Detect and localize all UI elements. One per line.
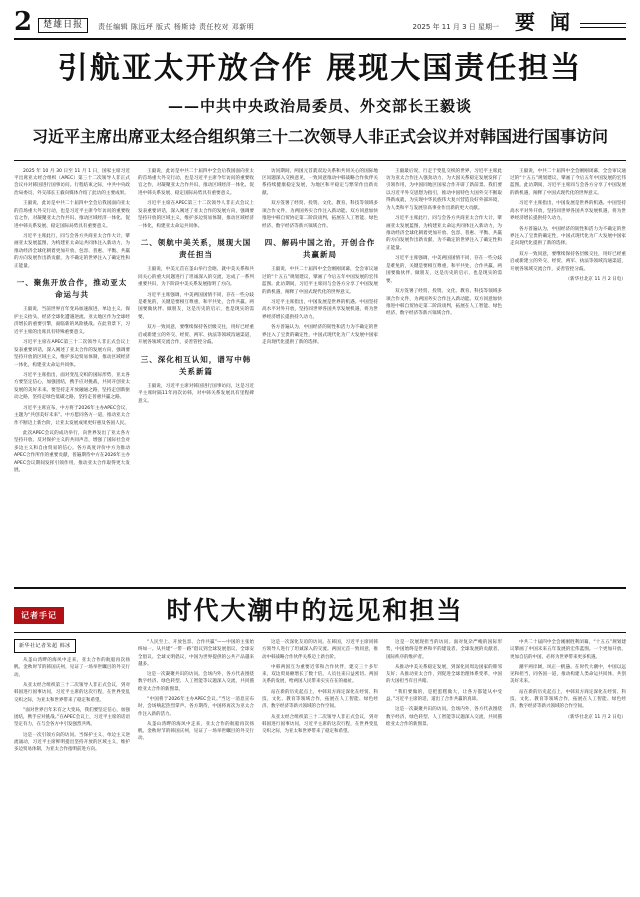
- lead-headline: 引航亚太开放合作 展现大国责任担当: [57, 51, 583, 86]
- feature-columns: [14, 639, 626, 897]
- lead-paragraph: 王毅说，当前世界百年变局加速演进，单边主义、保护主义抬头，经济全球化遭遇逆流。亚太地区作为全球经济增长的重要引擎，面临新的风险挑战。在此背景下，习近平主席的出席具有特殊重要意义。: [14, 307, 130, 335]
- lead-paragraph: 王毅说，此访是中共二十届四中全会后我国面向亚太的首场重大外交行动，也是习近平主席今年访问的重要收官之作，对凝聚亚太合作共识、推动区域经济一体化、促进中韩关系发展、稳定国际局势具有重要意义。: [138, 168, 254, 196]
- feature-paragraph: 中韩两国互为重要近邻和合作伙伴，建交三十多年来，双边贸易额增长了数十倍，人员往来日益密切。两国关系的发展，给两国人民带来实实在在的福祉。: [262, 664, 378, 685]
- feature-paragraph: 这是一次凝聚共识的访问。会场内外，各方代表围绕数字经济、绿色转型、人工智能等议题深入交流，共同描绘亚太合作的新图景。: [138, 672, 254, 692]
- lead-paragraph: 双方一致同意，要继续保持各层级交往，用好已经重启或新建立的外交、经贸、两军、执法等领域沟通渠道，开展各领域交流合作，妥善管控分歧。: [510, 251, 626, 272]
- headline-rule: [14, 160, 626, 161]
- lead-paragraph: 习近平主席指出，面对变乱交织的国际形势，亚太各方要坚定信心，加强团结，携手应对挑战，共同开创亚太发展的美好未来。要坚持走开放融通之路，坚持走创新驱动之路，坚持走绿色低碳之路，坚持走普惠共赢之路。: [14, 372, 130, 401]
- lead-paragraph: 王毅说，中美元首在釜山举行会晤，就中美关系和共同关心的重大问题进行了坦诚深入的交流，达成了一系列重要共识，为下阶段中美关系发展指明了方向。: [138, 267, 254, 288]
- feature-paragraph: 站在新的历史起点上，中韩双方商定深化在经贸、科技、文化、教育等领域合作，拓展在人工智能、绿色经济、数字经济等新兴领域的合作空间。: [510, 689, 626, 710]
- lead-paragraph: 王毅说，此访是中共二十届四中全会后我国面向亚太的首场重大外交行动，也是习近平主席今年访问的重要收官之作，对凝聚亚太合作共识、推动区域经济一体化、促进中韩关系发展、稳定国际局势具有重要意义。: [14, 201, 130, 229]
- feature-column-2: [138, 639, 254, 897]
- lead-subhead-2: 二、领航中美关系，展现大国责任担当: [140, 238, 252, 260]
- feature-paragraph: 从亚太经合组织第三十二次领导人非正式会议，到对韩国进行国事访问，习近平主席的这次行程，在世界变乱交织之际，为亚太和世界带来了稳定和希望。: [262, 714, 378, 735]
- lead-paragraph: 习近平主席在APEC第三十二次领导人非正式会议上发表重要讲话，深入阐述了亚太合作的发展方向，强调要坚持开放的区域主义，维护多边贸易体制，推动区域经济一体化，构建亚太命运共同体。: [138, 201, 254, 229]
- lead-paragraph: 习近平主席此行，同与会各方共商亚太合作大计，擘画亚太发展蓝图，为构建亚太命运共同体注入新动力，为推动经济全球化朝着更加开放、包容、普惠、平衡、共赢的方向发展作出新贡献，为不确定的世界注入了确定性和正能量。: [14, 234, 130, 269]
- masthead: [14, 6, 626, 40]
- lead-paragraph: 双方签署了经贸、投资、文化、教育、科技等领域多项合作文件，为两国务实合作注入新动能。双方同意加快推进中韩自贸协定第二阶段谈判，拓展在人工智能、绿色经济、数字经济等新兴领域合作。: [262, 201, 378, 229]
- feature-rule: [14, 632, 626, 633]
- lead-paragraph: 王毅说，习近平主席对韩国进行国事访问，这是习近平主席时隔11年再次访韩，对中韩关系发展具有里程碑意义。: [138, 383, 254, 404]
- lead-column-2: [138, 168, 254, 583]
- section-rule: [580, 23, 626, 28]
- feature-byline: 新华社记者朱超 韩冰: [14, 639, 76, 653]
- lead-third-headline: 习近平主席出席亚太经合组织第三十二次领导人非正式会议并对韩国进行国事访问: [31, 126, 608, 146]
- feature-column-3: [262, 639, 378, 897]
- lead-subheadline: ——中共中央政治局委员、外交部长王毅谈: [167, 96, 472, 115]
- lead-paragraph: 王毅说，中共二十届四中全会刚刚闭幕，全会审议通过的“十五五”规划建议，擘画了今后五年中国发展的宏伟蓝图。此访期间，习近平主席同与会各方分享了中国发展的新机遇，阐释了中国式现代化的世界意义。: [262, 267, 378, 295]
- lead-paragraph: 各方普遍认为，中国经济的韧性和活力为不确定的世界注入了宝贵的确定性，中国式现代化为广大发展中国家走向现代化提供了新的选择。: [510, 226, 626, 247]
- feature-paragraph: “面对世界百年未有之大变局，我们要坚定信心，加强团结，携手应对挑战。”在APEC会议上，习近平主席的话语坚定有力，在与会各方中引发强烈共鸣。: [14, 707, 130, 728]
- feature-paragraph: 中共二十届四中全会刚刚胜利闭幕，“十五五”规划建议擘画了中国未来五年发展的宏伟蓝图。一个更加开放、更加自信的中国，必将为世界带来更多机遇。: [510, 640, 626, 660]
- lead-paragraph: 访问期间，两国元首就双边关系和共同关心的国际地区问题深入交换意见，一致同意推动中韩战略合作伙伴关系持续健康稳定发展，为地区和平稳定与繁荣作出新贡献。: [262, 168, 378, 196]
- feature-column-4: [386, 639, 502, 897]
- feature-paragraph: 从釜山湾畔的海风中走来，亚太合作的航船再次扬帆。金秋时节的韩国庆州，见证了一场举世瞩目的外交行动。: [14, 658, 130, 678]
- feature-paragraph: 站在新的历史起点上，中韩双方商定深化在经贸、科技、文化、教育等领域合作，拓展在人工智能、绿色经济、数字经济等新兴领域的合作空间。: [262, 689, 378, 710]
- lead-subhead-3: 三、深化相互认知，谱写中韩关系新篇: [140, 354, 252, 376]
- feature-paragraph: 这是一次引领方向的访问。当保护主义、单边主义逆流涌动，习近平主席鲜明提出坚持开放的区域主义，维护多边贸易体制，为亚太合作指明前进方向。: [14, 732, 130, 753]
- lead-column-1: [14, 168, 130, 583]
- feature-title: 时代大潮中的远见和担当: [166, 595, 464, 625]
- lead-paragraph: 各方普遍认为，中国经济的韧性和活力为不确定的世界注入了宝贵的确定性，中国式现代化为广大发展中国家走向现代化提供了新的选择。: [262, 325, 378, 346]
- page-number: 2: [14, 7, 33, 37]
- lead-paragraph: 习近平主席此行，同与会各方共商亚太合作大计，擘画亚太发展蓝图，为构建亚太命运共同体注入新动力，为推动经济全球化朝着更加开放、包容、普惠、平衡、共赢的方向发展作出新贡献，为不确定的世界注入了确定性和正能量。: [386, 216, 502, 251]
- lead-paragraph: 习近平主席强调，中美两国国情不同，存在一些分歧是难免的，关键是要相互尊重，和平共处，合作共赢。两国要做伙伴、做朋友，这是历史的启示，也是现实的需要。: [138, 292, 254, 320]
- lead-paragraph: 习近平主席宣布，中方将于2026年主办APEC会议，主题为“共创美好未来”。中方愿同各方一道，推动亚太合作不断迈上新台阶，让亚太发展成果更好惠及各国人民。: [14, 405, 130, 426]
- lead-paragraph: 习近平主席在APEC第三十二次领导人非正式会议上发表重要讲话，深入阐述了亚太合作的发展方向，强调要坚持开放的区域主义，维护多边贸易体制，推动区域经济一体化，构建亚太命运共同体。: [14, 340, 130, 368]
- feature-paragraph: “人民至上、开放包容、合作共赢”——中国的主张始终如一。从共建“一带一路”倡议到全球发展倡议、全球安全倡议、全球文明倡议，中国为世界提供的公共产品越来越多。: [138, 640, 254, 667]
- feature-column-1: [14, 639, 130, 897]
- lead-column-5: [510, 168, 626, 583]
- feature-column-5: [510, 639, 626, 897]
- issue-date: 2025 年 11 月 3 日 星期一: [412, 23, 500, 31]
- lead-subhead-1: 一、聚焦开放合作，推动亚太命运与共: [16, 278, 128, 300]
- feature-paragraph: 从推动中美关系稳定发展，到深化同周边国家的睦邻友好；从推动亚太合作，到促进全球治理体系变革，中国的大国担当有目共睹。: [386, 664, 502, 685]
- lead-paragraph: 习近平主席指出，中国发展是世界的机遇。中国坚持高水平对外开放，坚持同世界各国共享发展机遇，将为世界经济增长提供持久动力。: [510, 201, 626, 222]
- lead-credit: （新华社北京 11 月 2 日电）: [565, 277, 626, 283]
- lead-headline-block: [14, 40, 626, 153]
- lead-dateline: 2025 年 10 月 30 日至 11 月 1 日，国家主席习近平出席亚太经合组织（APEC）第三十二次领导人非正式会议并对韩国进行国事访问。行程结束之际，中共中央政治局委员、外交部长王毅向媒体介绍了此访的主要成果。: [14, 168, 130, 196]
- lead-paragraph: 习近平主席指出，中国发展是世界的机遇。中国坚持高水平对外开放，坚持同世界各国共享发展机遇，将为世界经济增长提供持久动力。: [262, 300, 378, 320]
- lead-paragraph: 此次APEC会议的成功举行，向世界发出了亚太各方坚持开放、反对保护主义的共同声音，增强了国际社会对多边主义和自由贸易的信心。各方高度评价中方为推动APEC合作所作的重要贡献，普遍期待中方在2026年主办APEC会议期间发挥引领作用，推动亚太合作取得更大发展。: [14, 431, 130, 474]
- lead-article-columns: [14, 168, 626, 583]
- feature-paragraph: 潮平两岸阔，风正一帆悬。在时代大潮中，中国以远见和担当，同各国一道，推动构建人类命运共同体，共创美好未来。: [510, 664, 626, 685]
- lead-column-4: [386, 168, 502, 583]
- feature-paragraph: “中国将于2026年主办APEC会议。”当这一消息宣布时，会场响起热烈掌声。各方期待，中国将再次为亚太合作注入新的活力。: [138, 696, 254, 717]
- lead-paragraph: 王毅说，中共二十届四中全会刚刚闭幕，全会审议通过的“十五五”规划建议，擘画了今后五年中国发展的宏伟蓝图。此访期间，习近平主席同与会各方分享了中国发展的新机遇，阐释了中国式现代化的世界意义。: [510, 168, 626, 196]
- feature-credit: （新华社北京 11 月 2 日电）: [565, 714, 626, 720]
- feature-paragraph: 这是一次深化友谊的访问。在韩国，习近平主席同韩方领导人进行了坦诚深入的交流。两国元首一致同意，推动中韩战略合作伙伴关系迈上新台阶。: [262, 640, 378, 660]
- lead-paragraph: 习近平主席强调，中美两国国情不同，存在一些分歧是难免的，关键是要相互尊重，和平共处，合作共赢。两国要做伙伴、做朋友，这是历史的启示，也是现实的需要。: [386, 256, 502, 284]
- newspaper-logo: 楚雄日报: [38, 18, 88, 33]
- lead-paragraph: 王毅最后说，行走于变乱交织的世界，习近平主席此访为亚太合作注入强劲动力，为大国关系稳定发展发挥了引领作用，为中国同地区国家合作开辟了新前景。我们要以习近平外交思想为指引，推动中国特色大国外交不断取得新成就，为实现中华民族伟大复兴营造良好外部环境，为人类和平与发展崇高事业作出新的更大贡献。: [386, 168, 502, 211]
- feature-paragraph: “我们要做的，是把蛋糕做大，让各方都能从中受益。”习近平主席的话，道出了合作共赢的真谛。: [386, 689, 502, 702]
- feature-paragraph: 这是一次展现担当的访问。面对复杂严峻的国际形势，中国始终是世界和平的建设者、全球发展的贡献者、国际秩序的维护者。: [386, 640, 502, 660]
- feature-paragraph: 这是一次凝聚共识的访问。会场内外，各方代表围绕数字经济、绿色转型、人工智能等议题深入交流，共同描绘亚太合作的新图景。: [386, 707, 502, 727]
- section-title: 要 闻: [515, 10, 574, 34]
- feature-paragraph: 从亚太经合组织第三十二次领导人非正式会议，到对韩国进行国事访问，习近平主席的这次行程，在世界变乱交织之际，为亚太和世界带来了稳定和希望。: [14, 682, 130, 703]
- lead-paragraph: 双方一致同意，要继续保持各层级交往，用好已经重启或新建立的外交、经贸、两军、执法等领域沟通渠道，开展各领域交流合作，妥善管控分歧。: [138, 325, 254, 346]
- feature-paragraph: 从釜山湾畔的海风中走来，亚太合作的航船再次扬帆。金秋时节的韩国庆州，见证了一场举世瞩目的外交行动。: [138, 721, 254, 742]
- feature-header: [14, 589, 626, 625]
- lead-column-3: [262, 168, 378, 583]
- lead-subhead-4: 四、解码中国之治，开创合作共赢新局: [264, 238, 376, 260]
- feature-tag: 记者手记: [14, 607, 64, 624]
- editorial-credits: 责任编辑 陈远坪 版式 杨斯诗 责任校对 邓新明: [98, 23, 255, 32]
- lead-paragraph: 双方签署了经贸、投资、文化、教育、科技等领域多项合作文件，为两国务实合作注入新动能。双方同意加快推进中韩自贸协定第二阶段谈判，拓展在人工智能、绿色经济、数字经济等新兴领域合作。: [386, 289, 502, 317]
